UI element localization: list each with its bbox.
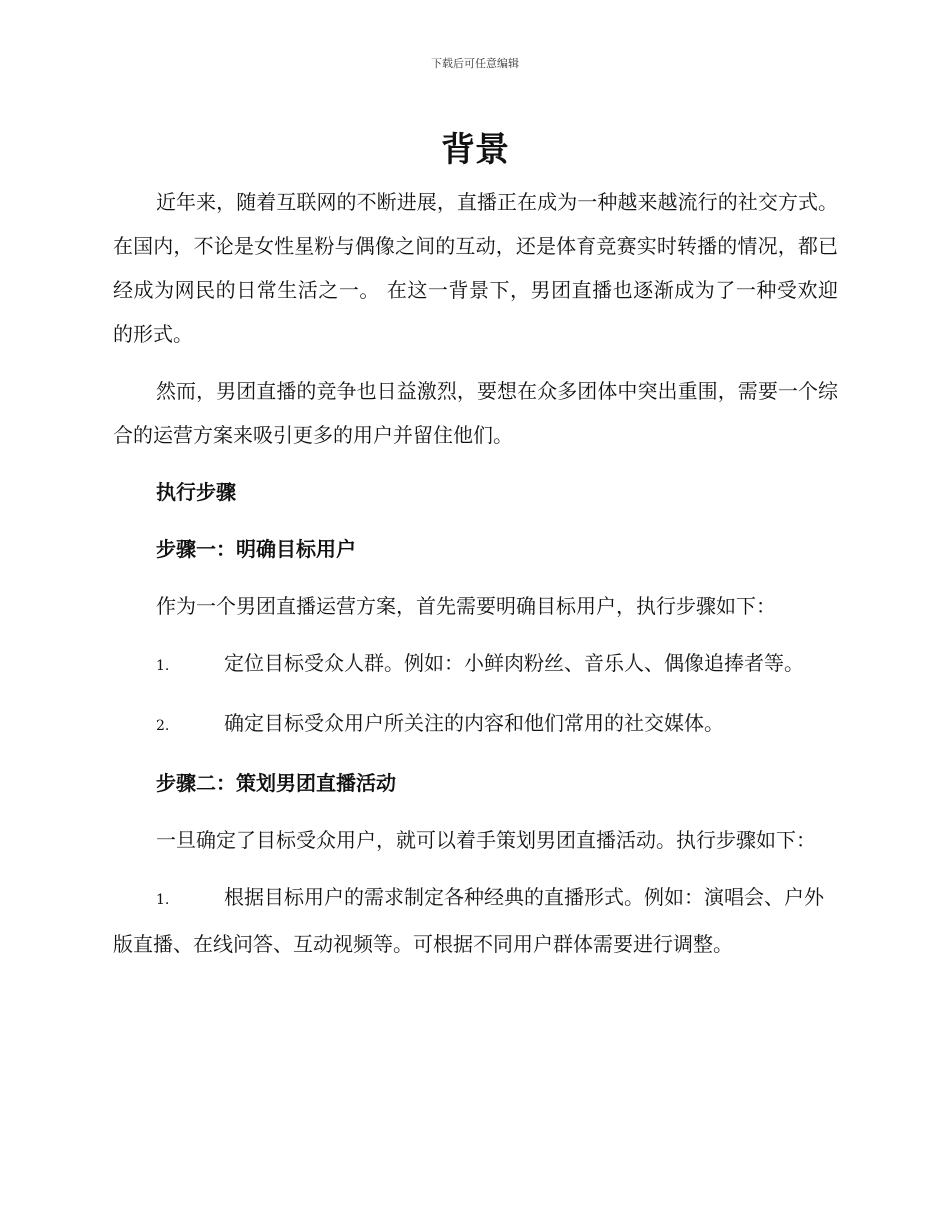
list-item [113, 641, 838, 688]
paragraph-step-two-intro: 一旦确定了目标受众用户，就可以着手策划男团直播活动。执行步骤如下： [156, 828, 816, 852]
list-item-number: 1. [156, 658, 170, 674]
list-item-text: 定位目标受众人群。例如：小鲜肉粉丝、音乐人、偶像追捧者等。 [224, 651, 804, 675]
document-title: 背景 [441, 130, 509, 170]
list-item-text: 确定目标受众用户所关注的内容和他们常用的社交媒体。 [224, 711, 724, 735]
list-item [113, 875, 838, 966]
list-item-number: 2. [156, 718, 170, 734]
heading-step-two: 步骤二：策划男团直播活动 [156, 771, 396, 795]
list-item-number: 1. [156, 892, 170, 908]
paragraph-intro: 近年来，随着互联网的不断进展，直播正在成为一种越来越流行的社交方式。在国内，不论是女性星粉与偶像之间的互动，还是体育竞赛实时转播的情况，都已经成为网民的日常生活之一。 在这一背景下，男团直播也逐渐成为了一种受欢迎的形式。 [113, 190, 838, 346]
heading-execution-steps: 执行步骤 [156, 480, 236, 504]
list-item-text: 根据目标用户的需求制定各种经典的直播形式。例如：演唱会、户外版直播、在线问答、互动视频等。可根据不同用户群体需要进行调整。 [113, 885, 824, 956]
page-header: 下载后可任意编辑 [431, 57, 519, 70]
heading-step-one: 步骤一：明确目标用户 [156, 537, 356, 561]
document-body [113, 180, 838, 979]
list-item [113, 701, 838, 748]
paragraph-competition: 然而，男团直播的竞争也日益激烈，要想在众多团体中突出重围，需要一个综合的运营方案来吸引更多的用户并留住他们。 [113, 379, 838, 447]
paragraph-step-one-intro: 作为一个男团直播运营方案，首先需要明确目标用户，执行步骤如下： [156, 594, 776, 618]
